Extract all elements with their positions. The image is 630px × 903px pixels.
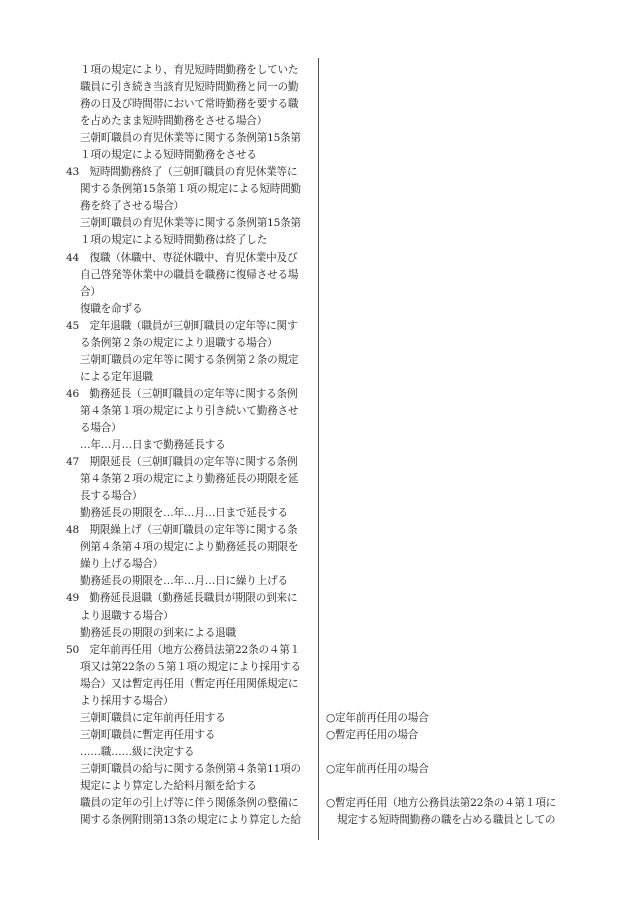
text-line: １項の規定により、育児短時間勤務をしていた — [80, 64, 299, 76]
main-text-column — [66, 62, 312, 829]
remark-note: ○定年前再任用の場合 — [326, 711, 429, 724]
item-heading-line: 47 期限延長（三朝町職員の定年等に関する条例 — [66, 456, 298, 469]
column-divider — [318, 58, 319, 840]
text-line: 職員の定年の引上げ等に伴う関係条例の整備に — [80, 797, 299, 810]
text-line: 勤務延長の期限を…年…月…日まで延長する — [80, 507, 288, 520]
text-line: 三朝町職員の給与に関する条例第４条第11項の — [80, 762, 301, 775]
text-line: ……職……級に決定する — [80, 745, 195, 758]
text-line: 場合）又は暫定再任用（暫定再任用関係規定に — [80, 677, 299, 690]
text-line: より退職する場合） — [80, 609, 174, 622]
text-line: 務の日及び時間帯において常時勤務を要する職 — [80, 98, 299, 111]
item-heading-line: 50 定年前再任用（地方公務員法第22条の４第１ — [66, 643, 301, 656]
text-line: 長する場合） — [80, 490, 143, 503]
item-heading-line: 45 定年退職（職員が三朝町職員の定年等に関す — [66, 319, 298, 332]
text-line: 三朝町職員の育児休業等に関する条例第15条第 — [80, 217, 301, 230]
text-line: １項の規定による短時間勤務は終了した — [80, 234, 268, 247]
item-heading-line: 46 勤務延長（三朝町職員の定年等に関する条例 — [66, 387, 298, 400]
text-line: 自己啓発等休業中の職員を職務に復帰させる場 — [80, 268, 299, 281]
text-line: 三朝町職員に暫定再任用する — [80, 728, 216, 741]
text-line: 職員に引き続き当該育児短時間勤務と同一の勤 — [80, 81, 299, 94]
text-line: 務を終了させる場合） — [80, 200, 184, 213]
text-line: 第４条第２項の規定により勤務延長の期限を延 — [80, 473, 299, 486]
text-line: 三朝町職員の定年等に関する条例第２条の規定 — [80, 353, 299, 366]
text-line: 復職を命ずる — [80, 302, 143, 315]
remark-note: ○暫定再任用の場合 — [326, 728, 419, 741]
item-heading-line: 48 期限繰上げ（三朝町職員の定年等に関する条 — [66, 524, 298, 537]
text-line: 三朝町職員に定年前再任用する — [80, 711, 226, 724]
text-line: 項又は第22条の５第１項の規定により採用する — [80, 660, 301, 673]
text-line: 合） — [80, 285, 101, 298]
text-line: る場合） — [80, 421, 122, 434]
text-line: 例第４条第４項の規定により勤務延長の期限を — [80, 541, 299, 554]
text-line: より採用する場合） — [80, 694, 174, 707]
text-line: による定年退職 — [80, 370, 153, 383]
text-line: …年…月…日まで勤務延長する — [80, 439, 226, 452]
remark-note: 規定する短時間勤務の職を占める職員としての — [337, 814, 556, 827]
text-line: 三朝町職員の育児休業等に関する条例第15条第 — [80, 132, 301, 145]
text-line: 関する条例第15条第１項の規定による短時間勤 — [80, 183, 301, 196]
text-line: 第４条第１項の規定により引き続いて勤務させ — [80, 404, 299, 417]
item-heading-line: 43 短時間勤務終了（三朝町職員の育児休業等に — [66, 166, 298, 179]
item-heading-line: 49 勤務延長退職（勤務延長職員が期限の到来に — [66, 592, 298, 605]
text-line: を占めたまま短時間勤務をさせる場合） — [80, 115, 268, 128]
remark-note: ○定年前再任用の場合 — [326, 763, 429, 776]
text-line: 勤務延長の期限を…年…月…日に繰り上げる — [80, 575, 288, 588]
text-line: 関する条例附則第13条の規定により算定した給 — [80, 814, 301, 827]
text-line: る条例第２条の規定により退職する場合） — [80, 336, 278, 349]
text-line: 規定により算定した給料月額を給する — [80, 779, 257, 792]
text-line: １項の規定による短時間勤務をさせる — [80, 149, 257, 162]
text-line: 勤務延長の期限の到来による退職 — [80, 626, 236, 639]
remark-note: ○暫定再任用（地方公務員法第22条の４第１項に — [326, 797, 556, 810]
item-heading-line: 44 復職（休職中、専従休職中、育児休業中及び — [66, 251, 298, 264]
text-line: 繰り上げる場合） — [80, 558, 164, 571]
